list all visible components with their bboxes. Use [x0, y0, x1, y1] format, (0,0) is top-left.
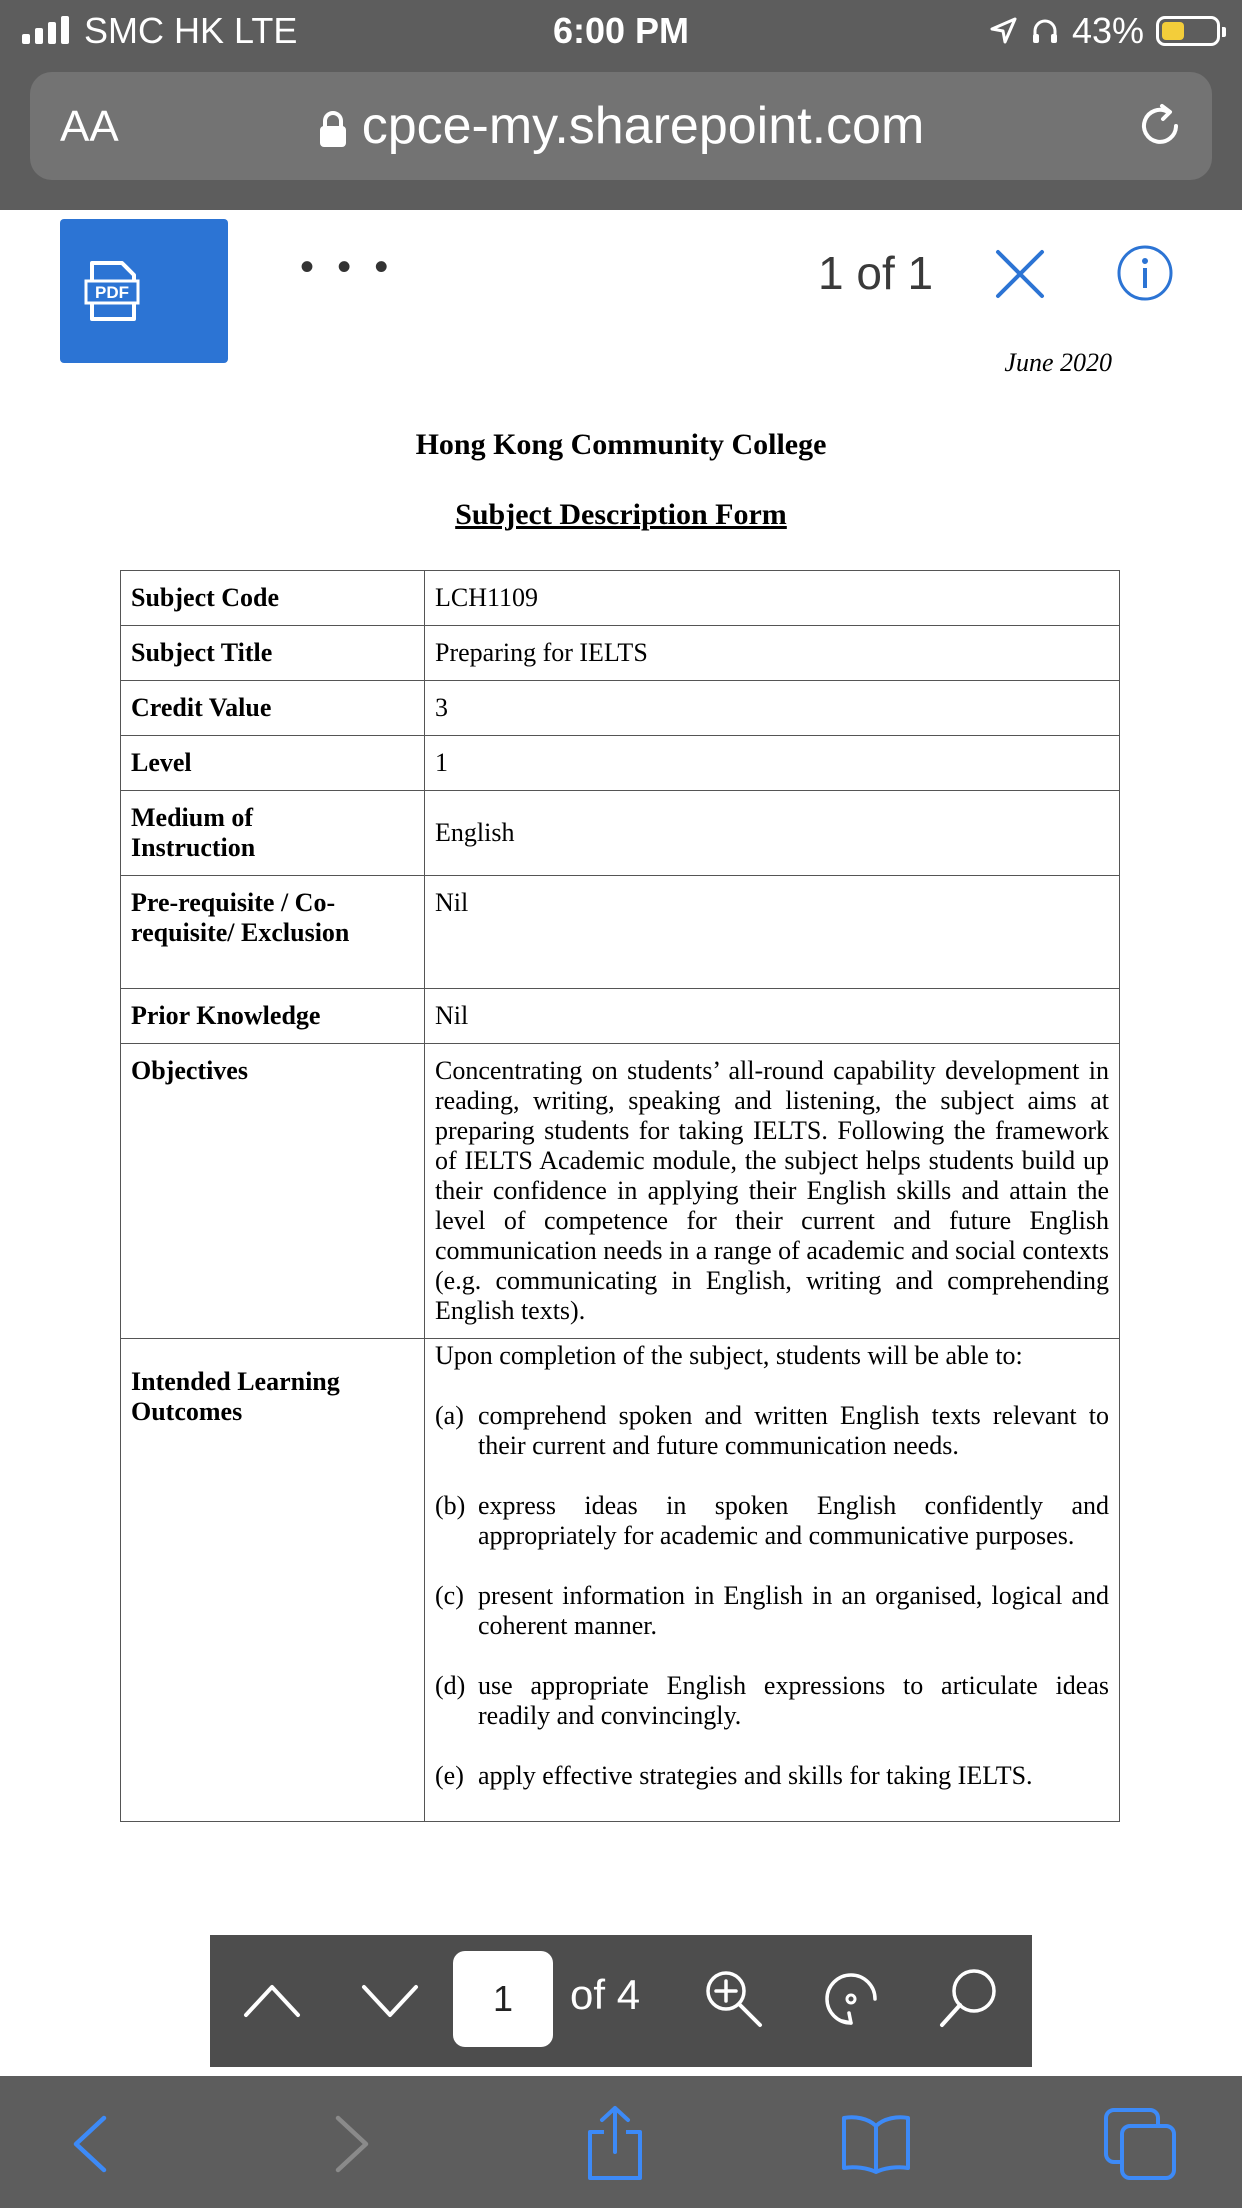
- address-bar[interactable]: [30, 72, 1212, 180]
- close-icon[interactable]: [994, 248, 1046, 300]
- share-icon[interactable]: [584, 2104, 646, 2182]
- status-bar: [0, 0, 1242, 62]
- row-label: Intended Learning Outcomes: [121, 1339, 425, 1822]
- list-item: [435, 1401, 1109, 1461]
- row-value: 3: [425, 681, 1120, 736]
- row-value: [425, 1339, 1120, 1822]
- browser-top-chrome: [0, 0, 1242, 210]
- table-row: [121, 571, 1120, 626]
- info-icon[interactable]: [1116, 244, 1174, 302]
- pdf-icon: [84, 259, 140, 323]
- chevron-down-icon[interactable]: [360, 1975, 420, 2025]
- battery-icon: [1156, 16, 1220, 46]
- form-title: Subject Description Form: [455, 498, 787, 531]
- document-date: June 2020: [1004, 348, 1112, 377]
- table-row: [121, 736, 1120, 791]
- back-chevron-icon[interactable]: [66, 2114, 116, 2174]
- pdf-file-icon-button[interactable]: [60, 219, 228, 363]
- tabs-icon[interactable]: [1102, 2106, 1178, 2182]
- row-value: English: [425, 791, 1120, 876]
- table-row: [121, 1044, 1120, 1339]
- table-row: [121, 681, 1120, 736]
- outcome-key: (c): [435, 1581, 464, 1610]
- row-label: Pre-requisite / Co-requisite/ Exclusion: [121, 876, 425, 989]
- headphones-icon: [1030, 16, 1060, 46]
- page-counter: 1 of 1: [818, 247, 934, 299]
- carrier-label: SMC HK LTE: [84, 10, 298, 51]
- search-icon[interactable]: [936, 1965, 1002, 2031]
- table-row: [121, 876, 1120, 989]
- outcome-key: (d): [435, 1671, 466, 1700]
- table-row: [121, 626, 1120, 681]
- reader-text-size-button[interactable]: AA: [60, 102, 119, 151]
- svg-text:PDF: PDF: [95, 283, 129, 302]
- outcome-text: comprehend spoken and written English texts relevant to their current and future communication needs.: [478, 1401, 1109, 1460]
- url-domain: cpce-my.sharepoint.com: [361, 97, 925, 155]
- outcome-text: present information in English in an organised, logical and coherent manner.: [478, 1581, 1109, 1640]
- chevron-up-icon[interactable]: [242, 1975, 302, 2025]
- battery-percent: 43%: [1071, 10, 1144, 51]
- row-label: Credit Value: [121, 681, 425, 736]
- outcome-text: apply effective strategies and skills for taking IELTS.: [478, 1761, 1033, 1790]
- row-value: Concentrating on students’ all-round capability development in reading, writing, speaking and listening, the subject aims at preparing students for taking IELTS. Following the framework of IELTS Academic module, the subject helps students build up their confidence in applying their English skills and attain the level of competence for their current and future English communication needs in a range of academic and social contexts (e.g. communicating in English, writing and comprehending English texts).: [425, 1044, 1120, 1339]
- rotate-icon[interactable]: [818, 1965, 884, 2031]
- ilo-intro: Upon completion of the subject, students will be able to:: [435, 1341, 1023, 1370]
- page-number-input[interactable]: 1: [453, 1951, 553, 2047]
- outcome-key: (a): [435, 1401, 464, 1430]
- total-pages-label: of 4: [570, 1971, 641, 2018]
- table-row: [121, 989, 1120, 1044]
- row-label: Objectives: [121, 1044, 425, 1339]
- table-row: [121, 1339, 1120, 1822]
- institution-name: Hong Kong Community College: [415, 428, 827, 461]
- table-row: [121, 791, 1120, 876]
- url-display[interactable]: [30, 96, 1212, 156]
- row-label: Subject Title: [121, 626, 425, 681]
- clock: 6:00 PM: [552, 10, 690, 51]
- row-label: Prior Knowledge: [121, 989, 425, 1044]
- browser-bottom-toolbar: [0, 2076, 1242, 2208]
- forward-chevron-icon[interactable]: [326, 2114, 376, 2174]
- pdf-toolbar: [210, 1935, 1032, 2067]
- zoom-in-icon[interactable]: [700, 1965, 766, 2031]
- row-value: Preparing for IELTS: [425, 626, 1120, 681]
- lock-icon: [318, 109, 348, 149]
- list-item: [435, 1761, 1109, 1791]
- reload-icon[interactable]: [1132, 98, 1188, 154]
- row-value: 1: [425, 736, 1120, 791]
- location-arrow-icon: [988, 16, 1018, 46]
- row-label: Subject Code: [121, 571, 425, 626]
- list-item: [435, 1671, 1109, 1731]
- list-item: [435, 1581, 1109, 1641]
- outcome-text: express ideas in spoken English confidently and appropriately for academic and communicative purposes.: [478, 1491, 1109, 1550]
- outcome-key: (b): [435, 1491, 466, 1520]
- bookmarks-icon[interactable]: [840, 2112, 912, 2174]
- more-options-button[interactable]: • • •: [300, 245, 395, 289]
- subject-description-table: [120, 570, 1120, 1822]
- list-item: [435, 1491, 1109, 1551]
- row-label: Level: [121, 736, 425, 791]
- outcome-text: use appropriate English expressions to articulate ideas readily and convincingly.: [478, 1671, 1109, 1730]
- row-value: LCH1109: [425, 571, 1120, 626]
- row-value: Nil: [425, 876, 1120, 989]
- outcome-key: (e): [435, 1761, 464, 1790]
- row-value: Nil: [425, 989, 1120, 1044]
- row-label: Medium of Instruction: [121, 791, 425, 876]
